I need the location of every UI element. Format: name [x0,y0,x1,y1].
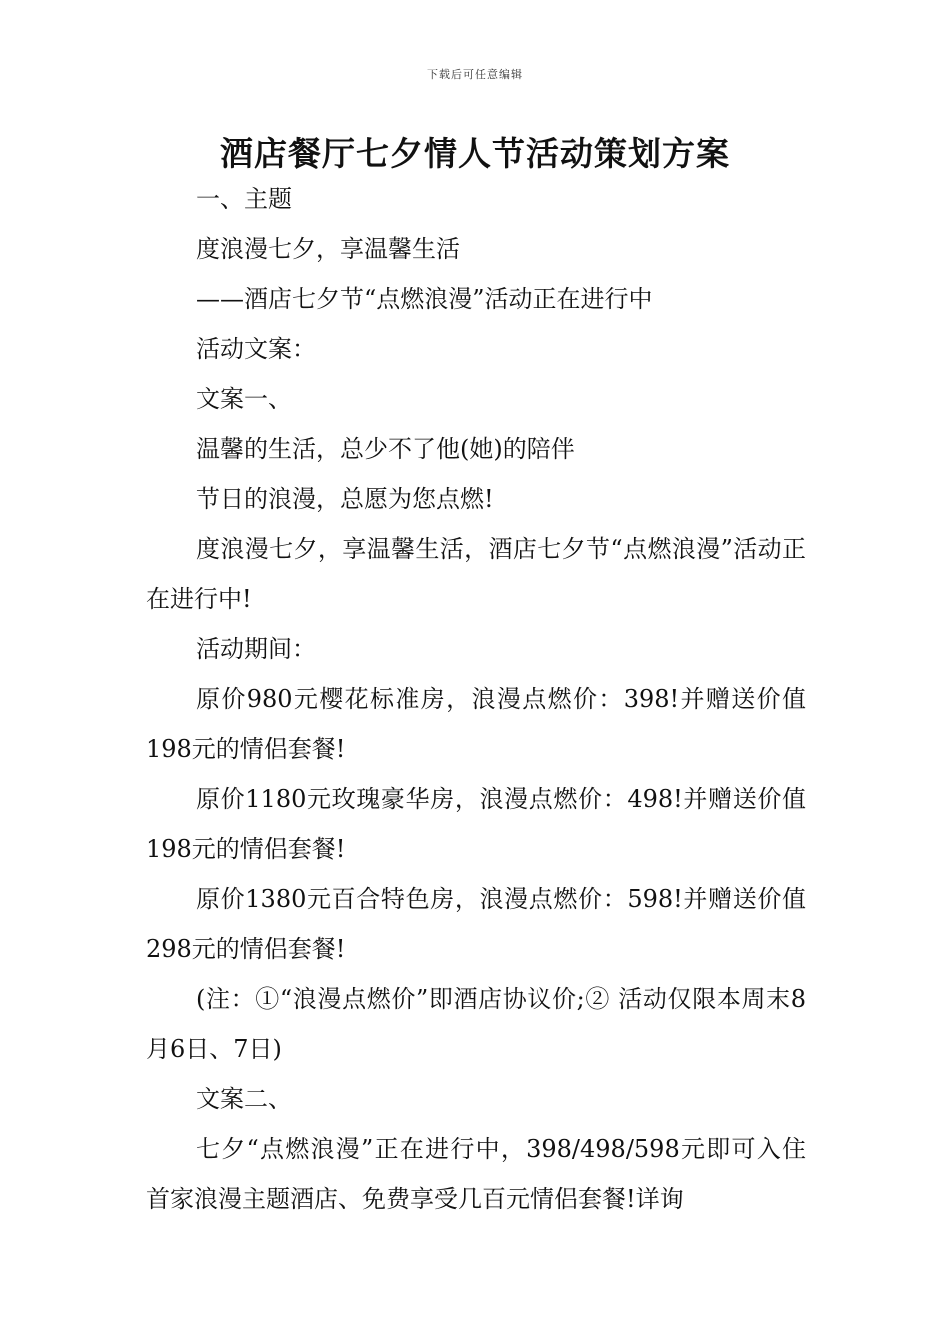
paragraph: 七夕“点燃浪漫”正在进行中，398/498/598元即可入住首家浪漫主题酒店、免费享受几百元情侣套餐!详询 [146,1135,806,1213]
paragraph: 度浪漫七夕，享温馨生活 [196,235,460,263]
document-body [146,174,806,1224]
paragraph: ——酒店七夕节“点燃浪漫”活动正在进行中 [196,285,653,313]
paragraph: 温馨的生活，总少不了他(她)的陪伴 [196,435,575,463]
header-note: 下载后可任意编辑 [427,68,523,81]
paragraph: 节日的浪漫，总愿为您点燃! [196,485,494,513]
document-title: 酒店餐厅七夕情人节活动策划方案 [220,134,730,173]
paragraph: 原价1380元百合特色房，浪漫点燃价：598!并赠送价值298元的情侣套餐! [146,885,806,963]
paragraph: 一、主题 [196,185,292,213]
paragraph: 文案一、 [196,385,292,413]
paragraph: 文案二、 [196,1085,292,1113]
paragraph: 活动文案： [196,335,316,363]
paragraph: (注：①“浪漫点燃价”即酒店协议价;② 活动仅限本周末8月6日、7日) [146,985,806,1063]
paragraph: 原价1180元玫瑰豪华房，浪漫点燃价：498!并赠送价值198元的情侣套餐! [146,785,806,863]
paragraph: 原价980元樱花标准房，浪漫点燃价：398!并赠送价值198元的情侣套餐! [146,685,806,763]
paragraph: 活动期间： [196,635,316,663]
paragraph: 度浪漫七夕，享温馨生活，酒店七夕节“点燃浪漫”活动正在进行中! [146,535,806,613]
